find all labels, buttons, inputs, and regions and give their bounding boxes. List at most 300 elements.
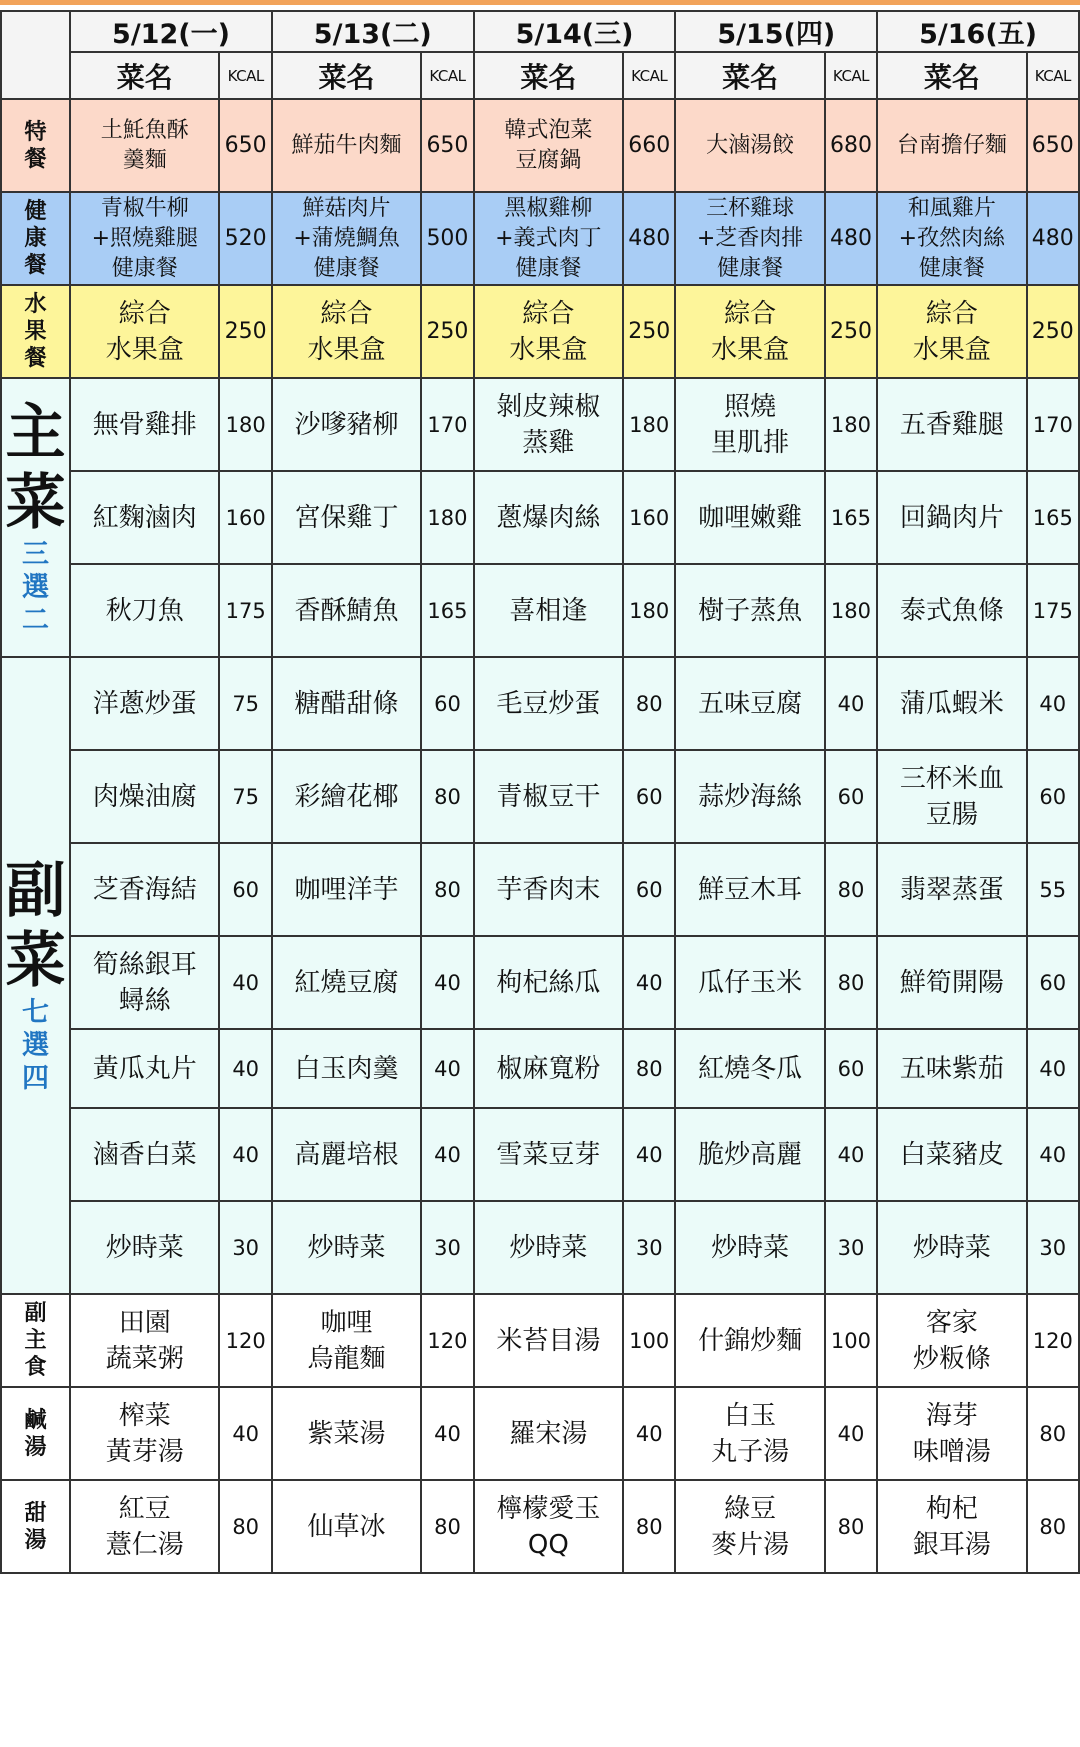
category-char: 鹹	[24, 1407, 47, 1433]
dish-name-cell	[675, 1387, 824, 1480]
dish-name-line: 客家	[925, 1307, 978, 1338]
dish-name-cell	[70, 1029, 219, 1108]
dish-name-line: 白玉肉羹	[294, 1053, 399, 1084]
dish-name-line: 和風雞片	[907, 195, 996, 221]
kcal-cell: 60	[623, 843, 675, 936]
menu-row	[1, 1294, 1079, 1387]
kcal-cell: 165	[421, 564, 473, 657]
dish-name-cell	[474, 1387, 623, 1480]
kcal-cell: 60	[825, 1029, 877, 1108]
category-staple	[1, 1294, 70, 1387]
kcal-cell: 650	[219, 99, 271, 192]
dish-name-line: 水果盒	[307, 334, 386, 365]
menu-row	[1, 936, 1079, 1029]
category-main	[1, 378, 70, 657]
dish-name-line: 秋刀魚	[105, 595, 184, 626]
kcal-cell: 80	[421, 1480, 473, 1573]
category-char: 康	[24, 226, 47, 251]
dish-name-cell	[877, 657, 1026, 750]
kcal-cell: 40	[421, 1387, 473, 1480]
dish-name-cell	[877, 843, 1026, 936]
dish-name-line: 健康餐	[313, 255, 380, 281]
dish-name-cell	[70, 471, 219, 564]
category-char: 湯	[24, 1527, 47, 1553]
dish-name-line: 水果盒	[105, 334, 184, 365]
menu-row	[1, 192, 1079, 285]
date-header: 5/14(三)	[474, 11, 676, 52]
category-char: 餐	[24, 253, 47, 278]
dish-name-header: 菜名	[272, 52, 421, 99]
category-char: 菜	[5, 468, 66, 538]
dish-name-cell	[70, 1294, 219, 1387]
dish-name-line: 鮮豆木耳	[698, 874, 803, 905]
dish-name-line: +蒲燒鯛魚	[293, 225, 400, 251]
dish-name-cell	[675, 99, 824, 192]
dish-name-line: 土魠魚酥	[100, 117, 189, 143]
dish-name-line: 洋蔥炒蛋	[92, 688, 197, 719]
dish-name-line: 銀耳湯	[912, 1529, 991, 1560]
kcal-cell: 40	[1027, 657, 1079, 750]
dish-name-line: 鮮筍開陽	[899, 967, 1004, 998]
menu-row	[1, 843, 1079, 936]
dish-name-cell	[272, 192, 421, 285]
dish-name-line: 綜合	[522, 298, 575, 329]
kcal-cell: 650	[421, 99, 473, 192]
dish-name-cell	[675, 471, 824, 564]
dish-name-line: 鮮菇肉片	[302, 195, 391, 221]
dish-name-cell	[877, 564, 1026, 657]
dish-name-line: 健康餐	[515, 255, 582, 281]
kcal-cell: 250	[1027, 285, 1079, 378]
dish-name-cell	[70, 378, 219, 471]
dish-name-line: QQ	[527, 1529, 569, 1560]
dish-name-line: 綜合	[724, 298, 777, 329]
dish-name-cell	[877, 1294, 1026, 1387]
dish-name-cell	[272, 378, 421, 471]
dish-name-line: 剝皮辣椒	[496, 391, 601, 422]
dish-name-line: 宮保雞丁	[294, 502, 399, 533]
dish-name-line: +芝香肉排	[696, 225, 804, 251]
kcal-header: KCAL	[421, 52, 473, 99]
kcal-cell: 30	[1027, 1201, 1079, 1294]
kcal-cell: 60	[1027, 936, 1079, 1029]
dish-name-line: 無骨雞排	[92, 409, 197, 440]
dish-name-line: 枸杞絲瓜	[496, 967, 601, 998]
category-char: 果	[24, 319, 47, 344]
dish-name-cell	[474, 1108, 623, 1201]
menu-row	[1, 657, 1079, 750]
dish-name-cell	[675, 936, 824, 1029]
dish-name-cell	[474, 378, 623, 471]
category-char: 餐	[24, 346, 47, 371]
dish-name-cell	[474, 471, 623, 564]
category-char: 水	[24, 292, 47, 317]
dish-name-line: 咖哩洋芋	[294, 874, 399, 905]
dish-name-line: 綜合	[320, 298, 373, 329]
dish-name-line: 回鍋肉片	[899, 502, 1004, 533]
kcal-cell: 160	[623, 471, 675, 564]
dish-name-cell	[474, 1480, 623, 1573]
kcal-cell: 175	[219, 564, 271, 657]
dish-name-cell	[877, 192, 1026, 285]
dish-name-cell	[272, 1294, 421, 1387]
dish-name-line: 韓式泡菜	[504, 117, 593, 143]
dish-name-cell	[272, 657, 421, 750]
kcal-cell: 80	[219, 1480, 271, 1573]
weekly-menu-table	[0, 10, 1080, 1574]
dish-name-cell	[675, 1480, 824, 1573]
dish-name-line: 鮮茄牛肉麵	[291, 132, 402, 158]
dish-name-line: 綠豆	[724, 1493, 777, 1524]
date-header: 5/13(二)	[272, 11, 474, 52]
kcal-cell: 40	[421, 936, 473, 1029]
dish-name-cell	[70, 1480, 219, 1573]
category-sub-char: 四	[22, 1063, 50, 1094]
kcal-cell: 180	[421, 471, 473, 564]
kcal-cell: 80	[1027, 1387, 1079, 1480]
kcal-cell: 40	[825, 1387, 877, 1480]
category-sweet	[1, 1480, 70, 1573]
kcal-cell: 40	[1027, 1029, 1079, 1108]
dish-name-cell	[272, 1387, 421, 1480]
dish-name-line: 雪菜豆芽	[496, 1139, 601, 1170]
kcal-cell: 40	[825, 1108, 877, 1201]
dish-name-cell	[675, 1029, 824, 1108]
kcal-cell: 60	[219, 843, 271, 936]
dish-name-line: 麥片湯	[711, 1529, 790, 1560]
dish-name-header: 菜名	[474, 52, 623, 99]
dish-name-cell	[877, 1387, 1026, 1480]
dish-name-line: 三杯雞球	[706, 195, 795, 221]
dish-name-line: 喜相逢	[509, 595, 588, 626]
kcal-cell: 520	[219, 192, 271, 285]
menu-row	[1, 1480, 1079, 1573]
dish-name-line: 糖醋甜條	[294, 688, 399, 719]
dish-name-cell	[474, 936, 623, 1029]
dish-name-cell	[70, 99, 219, 192]
dish-name-line: 五味豆腐	[698, 688, 803, 719]
dish-name-line: 白玉	[724, 1400, 777, 1431]
menu-row	[1, 471, 1079, 564]
kcal-cell: 180	[623, 378, 675, 471]
dish-name-cell	[877, 471, 1026, 564]
category-char: 主	[5, 398, 66, 468]
kcal-cell: 250	[825, 285, 877, 378]
kcal-cell: 40	[219, 936, 271, 1029]
kcal-cell: 250	[623, 285, 675, 378]
kcal-cell: 480	[825, 192, 877, 285]
dish-name-line: 仙草冰	[307, 1511, 386, 1542]
dish-name-header: 菜名	[877, 52, 1026, 99]
dish-name-line: 彩繪花椰	[294, 781, 399, 812]
dish-name-line: 炒時菜	[509, 1232, 588, 1263]
category-sub-char: 二	[22, 605, 50, 636]
kcal-cell: 250	[219, 285, 271, 378]
dish-name-cell	[675, 1201, 824, 1294]
kcal-cell: 100	[623, 1294, 675, 1387]
dish-name-line: 三杯米血	[899, 763, 1004, 794]
kcal-cell: 40	[219, 1029, 271, 1108]
dish-name-cell	[474, 843, 623, 936]
menu-row	[1, 1387, 1079, 1480]
kcal-cell: 480	[623, 192, 675, 285]
dish-name-line: 五味紫茄	[899, 1053, 1004, 1084]
category-sub-char: 三	[22, 539, 50, 570]
dish-name-line: +義式肉丁	[495, 225, 602, 251]
kcal-cell: 250	[421, 285, 473, 378]
category-healthy	[1, 192, 70, 285]
dish-name-cell	[70, 285, 219, 378]
kcal-cell: 120	[219, 1294, 271, 1387]
dish-name-cell	[70, 936, 219, 1029]
kcal-cell: 80	[825, 936, 877, 1029]
dish-name-cell	[272, 564, 421, 657]
dish-name-line: 炒時菜	[912, 1232, 991, 1263]
dish-name-line: +照燒雞腿	[91, 225, 199, 251]
dish-name-line: 紅燒豆腐	[294, 967, 399, 998]
dish-name-line: 檸檬愛玉	[496, 1493, 601, 1524]
dish-name-cell	[675, 750, 824, 843]
dish-name-cell	[272, 1108, 421, 1201]
kcal-cell: 60	[1027, 750, 1079, 843]
category-char: 甜	[24, 1500, 47, 1526]
kcal-cell: 175	[1027, 564, 1079, 657]
dish-name-cell	[877, 1029, 1026, 1108]
dish-name-line: 咖哩嫩雞	[698, 502, 803, 533]
dish-name-cell	[675, 1108, 824, 1201]
menu-row	[1, 378, 1079, 471]
dish-name-cell	[877, 285, 1026, 378]
kcal-cell: 180	[825, 564, 877, 657]
dish-name-cell	[272, 1201, 421, 1294]
dish-name-line: 沙嗲豬柳	[294, 409, 399, 440]
dish-name-line: 五香雞腿	[899, 409, 1004, 440]
category-special	[1, 99, 70, 192]
date-header: 5/15(四)	[675, 11, 877, 52]
dish-name-cell	[272, 471, 421, 564]
dish-name-line: 香酥鯖魚	[294, 595, 399, 626]
kcal-cell: 60	[421, 657, 473, 750]
kcal-cell: 30	[825, 1201, 877, 1294]
dish-name-cell	[877, 936, 1026, 1029]
category-char: 菜	[5, 926, 66, 996]
category-soup	[1, 1387, 70, 1480]
category-char: 主	[24, 1328, 47, 1353]
menu-row	[1, 285, 1079, 378]
dish-name-line: 椒麻寬粉	[496, 1053, 601, 1084]
dish-name-cell	[877, 99, 1026, 192]
dish-name-line: 泰式魚條	[899, 595, 1004, 626]
kcal-cell: 40	[623, 936, 675, 1029]
dish-name-cell	[474, 1201, 623, 1294]
kcal-cell: 40	[623, 1387, 675, 1480]
dish-name-cell	[70, 750, 219, 843]
dish-name-cell	[272, 1480, 421, 1573]
category-char: 湯	[24, 1434, 47, 1460]
dish-name-cell	[272, 936, 421, 1029]
corner-cell	[1, 11, 70, 99]
kcal-cell: 160	[219, 471, 271, 564]
dish-name-header: 菜名	[70, 52, 219, 99]
category-char: 副	[24, 1301, 47, 1326]
kcal-cell: 80	[1027, 1480, 1079, 1573]
dish-name-line: 白菜豬皮	[899, 1139, 1004, 1170]
dish-name-line: 蒸雞	[522, 427, 575, 458]
dish-name-line: 健康餐	[111, 255, 178, 281]
dish-name-cell	[877, 750, 1026, 843]
category-char: 健	[24, 199, 47, 224]
kcal-cell: 120	[1027, 1294, 1079, 1387]
category-char: 食	[24, 1355, 47, 1380]
dish-name-cell	[474, 750, 623, 843]
dish-name-line: 什錦炒麵	[698, 1325, 803, 1356]
dish-name-cell	[70, 1387, 219, 1480]
dish-name-line: 青椒牛柳	[100, 195, 189, 221]
dish-name-cell	[272, 1029, 421, 1108]
kcal-header: KCAL	[623, 52, 675, 99]
dish-name-line: 紫菜湯	[307, 1418, 386, 1449]
date-header: 5/12(一)	[70, 11, 272, 52]
kcal-header: KCAL	[825, 52, 877, 99]
dish-name-line: 炒時菜	[307, 1232, 386, 1263]
dish-name-cell	[474, 564, 623, 657]
category-char: 餐	[24, 146, 47, 172]
kcal-cell: 30	[219, 1201, 271, 1294]
kcal-cell: 100	[825, 1294, 877, 1387]
kcal-cell: 165	[825, 471, 877, 564]
kcal-cell: 40	[421, 1029, 473, 1108]
menu-row	[1, 750, 1079, 843]
dish-name-cell	[675, 564, 824, 657]
dish-name-cell	[877, 1480, 1026, 1573]
dish-name-line: 米苔目湯	[496, 1325, 601, 1356]
kcal-header: KCAL	[1027, 52, 1079, 99]
dish-name-line: 咖哩	[320, 1307, 373, 1338]
dish-name-line: 水果盒	[912, 334, 991, 365]
dish-name-cell	[272, 843, 421, 936]
dish-name-cell	[474, 99, 623, 192]
kcal-cell: 120	[421, 1294, 473, 1387]
kcal-cell: 30	[623, 1201, 675, 1294]
dish-name-line: 翡翠蒸蛋	[899, 874, 1004, 905]
dish-name-cell	[675, 192, 824, 285]
dish-name-line: 薏仁湯	[105, 1529, 184, 1560]
dish-name-cell	[675, 657, 824, 750]
dish-name-line: 綜合	[925, 298, 978, 329]
kcal-cell: 40	[219, 1108, 271, 1201]
kcal-cell: 40	[421, 1108, 473, 1201]
kcal-cell: 40	[219, 1387, 271, 1480]
dish-name-line: 紅豆	[118, 1493, 171, 1524]
dish-name-line: 健康餐	[717, 255, 784, 281]
dish-name-line: 黃芽湯	[105, 1436, 184, 1467]
dish-name-cell	[675, 1294, 824, 1387]
dish-name-line: 蒲瓜蝦米	[899, 688, 1004, 719]
dish-name-cell	[70, 657, 219, 750]
dish-name-line: 羅宋湯	[509, 1418, 588, 1449]
dish-name-line: 味噌湯	[912, 1436, 991, 1467]
dish-name-cell	[70, 192, 219, 285]
dish-name-cell	[70, 564, 219, 657]
dish-name-line: 蒜炒海絲	[698, 781, 803, 812]
dish-name-cell	[70, 1108, 219, 1201]
dish-name-cell	[877, 1201, 1026, 1294]
kcal-cell: 170	[421, 378, 473, 471]
category-char: 特	[24, 119, 47, 145]
kcal-cell: 180	[219, 378, 271, 471]
category-fruit	[1, 285, 70, 378]
kcal-cell: 660	[623, 99, 675, 192]
dish-name-cell	[272, 285, 421, 378]
dish-name-cell	[474, 285, 623, 378]
dish-name-line: 田園	[118, 1307, 171, 1338]
dish-name-cell	[877, 378, 1026, 471]
dish-name-line: 照燒	[724, 391, 777, 422]
kcal-cell: 650	[1027, 99, 1079, 192]
kcal-cell: 75	[219, 750, 271, 843]
dish-name-cell	[70, 843, 219, 936]
dish-name-line: 高麗培根	[294, 1139, 399, 1170]
menu-row	[1, 1108, 1079, 1201]
category-char: 副	[5, 856, 66, 926]
dish-name-line: 蟳絲	[118, 985, 171, 1016]
kcal-cell: 30	[421, 1201, 473, 1294]
dish-name-line: 肉燥油腐	[92, 781, 197, 812]
kcal-cell: 60	[623, 750, 675, 843]
dish-name-cell	[675, 378, 824, 471]
dish-name-line: 丸子湯	[711, 1436, 790, 1467]
column-header-row	[1, 52, 1079, 99]
dish-name-line: 黑椒雞柳	[504, 195, 593, 221]
dish-name-line: 里肌排	[711, 427, 790, 458]
dish-name-cell	[474, 1294, 623, 1387]
dish-name-line: 毛豆炒蛋	[496, 688, 601, 719]
kcal-cell: 170	[1027, 378, 1079, 471]
dish-name-cell	[877, 1108, 1026, 1201]
dish-name-line: 海芽	[925, 1400, 978, 1431]
kcal-cell: 80	[623, 1029, 675, 1108]
dish-name-line: 水果盒	[711, 334, 790, 365]
dish-name-line: +孜然肉絲	[898, 225, 1006, 251]
category-sub-char: 選	[22, 572, 50, 603]
dish-name-cell	[474, 192, 623, 285]
dish-name-line: 紅燒冬瓜	[698, 1053, 803, 1084]
kcal-cell: 80	[623, 1480, 675, 1573]
kcal-cell: 165	[1027, 471, 1079, 564]
dish-name-line: 蔬菜粥	[105, 1343, 184, 1374]
date-header: 5/16(五)	[877, 11, 1079, 52]
dish-name-cell	[474, 657, 623, 750]
menu-row	[1, 1201, 1079, 1294]
date-header-row	[1, 11, 1079, 52]
dish-name-line: 筍絲銀耳	[92, 949, 197, 980]
kcal-cell: 75	[219, 657, 271, 750]
menu-row	[1, 99, 1079, 192]
kcal-cell: 180	[623, 564, 675, 657]
dish-name-line: 芋香肉末	[496, 874, 601, 905]
menu-row	[1, 564, 1079, 657]
dish-name-line: 瓜仔玉米	[698, 967, 803, 998]
kcal-cell: 500	[421, 192, 473, 285]
category-side	[1, 657, 70, 1294]
dish-name-line: 脆炒高麗	[698, 1139, 803, 1170]
category-sub-char: 七	[22, 997, 50, 1028]
kcal-cell: 80	[825, 1480, 877, 1573]
dish-name-line: 台南擔仔麵	[896, 132, 1007, 158]
dish-name-line: 樹子蒸魚	[698, 595, 803, 626]
dish-name-line: 豆腐鍋	[515, 147, 582, 173]
dish-name-line: 青椒豆干	[496, 781, 601, 812]
